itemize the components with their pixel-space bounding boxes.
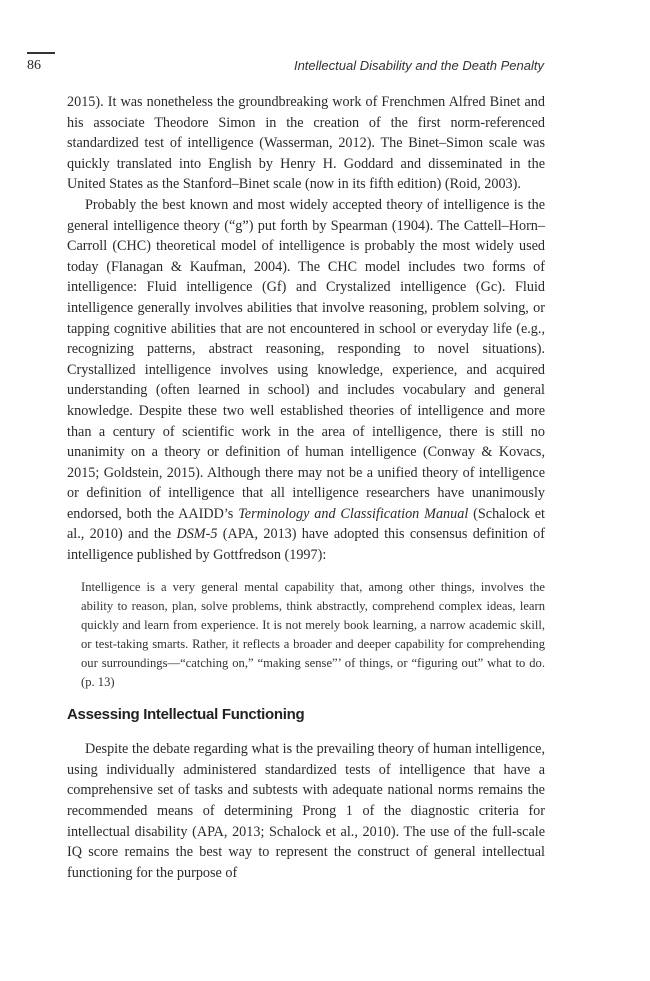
page-number: 86 <box>27 58 41 73</box>
dsm-title: DSM-5 <box>176 526 218 543</box>
paragraph-3: Despite the debate regarding what is the prevailing theory of human intelligence, using individually administered standardized tests of intelligence that have a comprehensive set of tasks and subtests with adequate national norms remains the recommended means of determining Prong 1 of the diagnostic criteria for intellectual disability (APA, 2013; Schalock et al., 2010). The use of the full-scale IQ score remains the best way to represent the construct of general intellectual functioning for the purpose of <box>67 741 545 881</box>
paragraph-1: 2015). It was nonetheless the groundbreaking work of Frenchmen Alfred Binet and his associate Theodore Simon in the creation of the first norm-referenced standardized test of intelligence (Wasserman, 2012). The Binet–Simon scale was quickly translated into English by Henry H. Goddard and disseminated in the United States as the Stanford–Binet scale (now in its fifth edition) (Roid, 2003). <box>67 94 545 193</box>
paragraph-2 <box>67 195 545 566</box>
paragraph-2-part-b: (Schalock et al., 2010) and the <box>67 505 545 543</box>
block-quote: Intelligence is a very general mental capability that, among other things, involves the ability to reason, plan, solve problems, think abstractly, comprehend complex ideas, learn quickly and learn from experience. It is not merely book learning, a narrow academic skill, or test-taking smarts. Rather, it reflects a broader and deeper capability for comprehending our surroundings—“catching on,” “making sense”’ of things, or “figuring out” what to do. (p. 13) <box>81 579 545 690</box>
paragraph-2-part-a: Probably the best known and most widely accepted theory of intelligence is the general intelligence theory (“g”) put forth by Spearman (1904). The Cattell–Horn–Carroll (CHC) theoretical model of intelligence is probably the most widely used today (Flanagan & Kaufman, 2004). The CHC model includes two forms of intelligence: Fluid intelligence (Gf) and Crystalized intelligence (Gc). Fluid intelligence generally involves abilities that involve reasoning, problem solving, or tapping cognitive abilities that are not encountered in school or everyday life (e.g., recognizing patterns, abstract reasoning, responding to novel situations). Crystallized intelligence involves using knowledge, experience, and acquired understanding (often learned in school) and includes vocabulary and general knowledge. Despite these two well established theories of intelligence and more than a century of scientific work in the area of intelligence, there is still no unanimity on a theory or definition of human intelligence (Conway & Kovacs, 2015; Goldstein, 2015). Although there may not be a unified theory of intelligence or definition of intelligence that all intelligence researchers have unanimously endorsed, both the AAIDD’s <box>67 196 545 522</box>
manual-title: Terminology and Classification Manual <box>238 505 469 522</box>
section-heading: Assessing Intellectual Functioning <box>67 706 305 724</box>
paragraph-2-part-c: (APA, 2013) have adopted this consensus definition of intelligence published by Gottfredson (1997): <box>67 526 545 564</box>
body-text <box>67 92 545 883</box>
running-head: Intellectual Disability and the Death Penalty <box>293 58 544 73</box>
header-rule <box>27 52 55 54</box>
